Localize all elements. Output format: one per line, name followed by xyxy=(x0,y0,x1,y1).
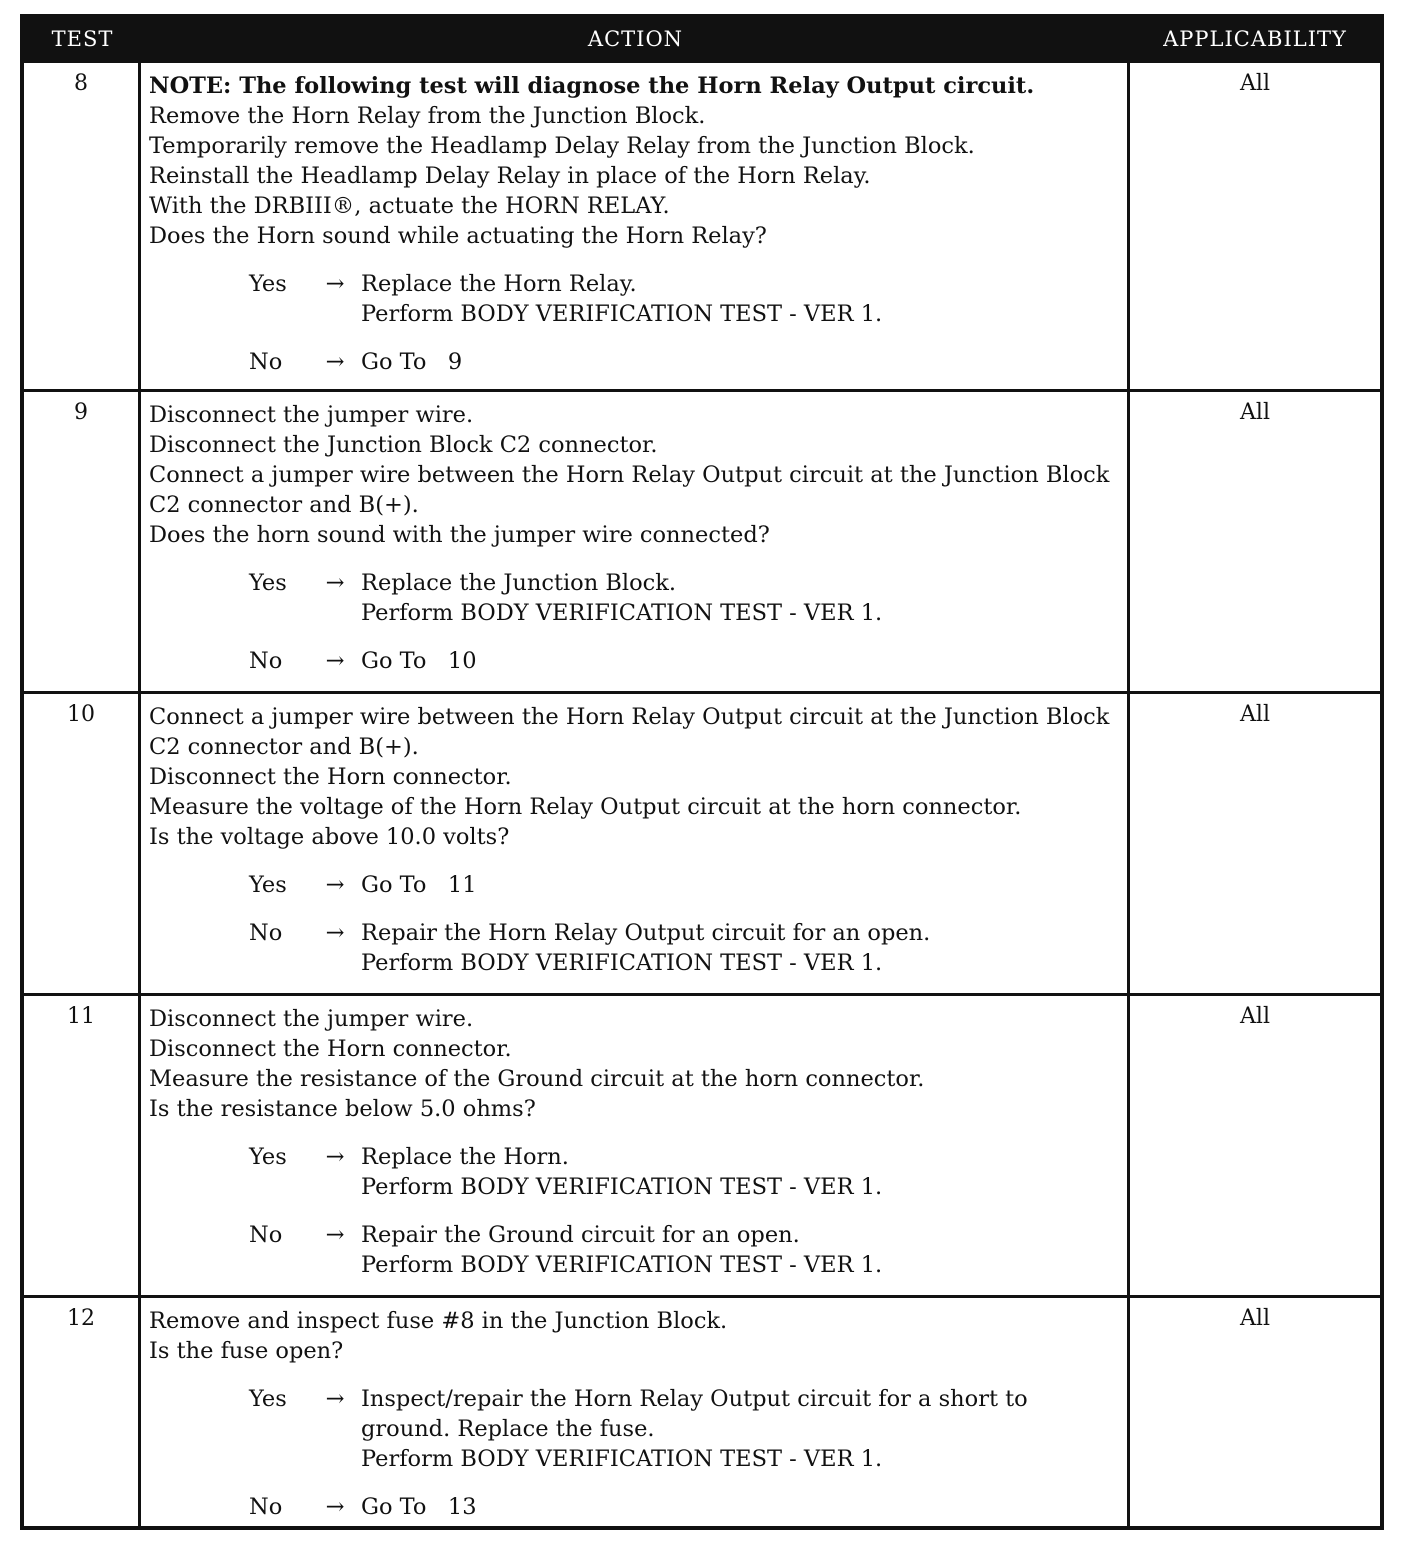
action-line: Disconnect the Horn connector. xyxy=(149,764,512,790)
arrow-icon: → xyxy=(325,1222,345,1248)
arrow-icon: → xyxy=(325,872,345,898)
arrow-icon: → xyxy=(325,920,345,946)
arrow-icon: → xyxy=(325,648,345,674)
action-cell xyxy=(141,1298,1130,1526)
note-text: NOTE: The following test will diagnose the Horn Relay Output circuit. xyxy=(149,73,1035,99)
action-cell xyxy=(141,694,1130,993)
no-result: Go To 13 xyxy=(361,1494,477,1520)
applicability-cell: All xyxy=(1240,400,1270,425)
yes-result-2: Perform BODY VERIFICATION TEST - VER 1. xyxy=(361,1174,883,1200)
table-row xyxy=(24,60,1380,389)
test-number: 10 xyxy=(24,694,141,993)
no-result: Repair the Horn Relay Output circuit for an open. xyxy=(361,920,931,946)
yes-result: Inspect/repair the Horn Relay Output circuit for a short to xyxy=(361,1386,1028,1412)
action-line: Reinstall the Headlamp Delay Relay in place of the Horn Relay. xyxy=(149,163,871,189)
applicability-cell: All xyxy=(1240,1306,1270,1331)
applicability-cell: All xyxy=(1240,1004,1270,1029)
yes-result: Go To 11 xyxy=(361,872,477,898)
yes-label: Yes xyxy=(249,872,287,898)
action-line: Measure the voltage of the Horn Relay Output circuit at the horn connector. xyxy=(149,794,1022,820)
arrow-icon: → xyxy=(325,1386,345,1412)
action-line: With the DRBIII®, actuate the HORN RELAY. xyxy=(149,193,670,219)
action-cell xyxy=(141,996,1130,1295)
action-line: Connect a jumper wire between the Horn Relay Output circuit at the Junction Block xyxy=(149,462,1110,488)
no-branch xyxy=(149,1492,1119,1522)
action-line: Is the voltage above 10.0 volts? xyxy=(149,824,510,850)
yes-result: Replace the Junction Block. xyxy=(361,570,677,596)
action-cell xyxy=(141,392,1130,691)
arrow-icon: → xyxy=(325,570,345,596)
no-label: No xyxy=(249,920,283,946)
action-line: Temporarily remove the Headlamp Delay Relay from the Junction Block. xyxy=(149,133,975,159)
no-result: Go To 9 xyxy=(361,349,463,375)
action-cell xyxy=(141,63,1130,389)
yes-result-cont: ground. Replace the fuse. xyxy=(361,1416,655,1442)
test-number: 9 xyxy=(24,392,141,691)
table-row xyxy=(24,691,1380,993)
no-label: No xyxy=(249,349,283,375)
yes-result-2: Perform BODY VERIFICATION TEST - VER 1. xyxy=(361,600,883,626)
yes-label: Yes xyxy=(249,570,287,596)
action-line: Is the resistance below 5.0 ohms? xyxy=(149,1096,536,1122)
test-number: 12 xyxy=(24,1298,141,1526)
table-header xyxy=(24,18,1380,60)
action-line: Does the horn sound with the jumper wire connected? xyxy=(149,522,770,548)
action-line: Disconnect the Horn connector. xyxy=(149,1036,512,1062)
action-line: Disconnect the Junction Block C2 connector. xyxy=(149,432,658,458)
test-number: 8 xyxy=(24,63,141,389)
yes-result-2: Perform BODY VERIFICATION TEST - VER 1. xyxy=(361,1446,883,1472)
yes-label: Yes xyxy=(249,1386,287,1412)
action-line: Does the Horn sound while actuating the Horn Relay? xyxy=(149,223,767,249)
diagnostic-table xyxy=(20,14,1384,1530)
applicability-cell: All xyxy=(1240,702,1270,727)
yes-branch xyxy=(149,1384,1119,1474)
no-branch xyxy=(149,347,1119,377)
header-test: TEST xyxy=(51,27,114,51)
action-line: C2 connector and B(+). xyxy=(149,734,419,760)
arrow-icon: → xyxy=(325,1144,345,1170)
action-line: C2 connector and B(+). xyxy=(149,492,419,518)
arrow-icon: → xyxy=(325,271,345,297)
header-applicability: APPLICABILITY xyxy=(1163,27,1347,51)
no-result: Go To 10 xyxy=(361,648,477,674)
no-label: No xyxy=(249,1494,283,1520)
no-branch xyxy=(149,646,1119,676)
action-line: Is the fuse open? xyxy=(149,1338,344,1364)
table-row xyxy=(24,993,1380,1295)
action-line: Measure the resistance of the Ground circuit at the horn connector. xyxy=(149,1066,925,1092)
no-label: No xyxy=(249,648,283,674)
no-label: No xyxy=(249,1222,283,1248)
action-line: Disconnect the jumper wire. xyxy=(149,402,474,428)
yes-label: Yes xyxy=(249,1144,287,1170)
header-action: ACTION xyxy=(587,27,684,51)
yes-result: Replace the Horn. xyxy=(361,1144,569,1170)
test-number: 11 xyxy=(24,996,141,1295)
yes-result-2: Perform BODY VERIFICATION TEST - VER 1. xyxy=(361,301,883,327)
action-line: Disconnect the jumper wire. xyxy=(149,1006,474,1032)
table-row xyxy=(24,389,1380,691)
arrow-icon: → xyxy=(325,1494,345,1520)
yes-branch xyxy=(149,568,1119,628)
action-line: Remove the Horn Relay from the Junction Block. xyxy=(149,103,706,129)
yes-branch xyxy=(149,1142,1119,1202)
yes-branch xyxy=(149,269,1119,329)
yes-branch xyxy=(149,870,1119,900)
no-branch xyxy=(149,1220,1119,1280)
arrow-icon: → xyxy=(325,349,345,375)
yes-label: Yes xyxy=(249,271,287,297)
action-line: Remove and inspect fuse #8 in the Junction Block. xyxy=(149,1308,728,1334)
no-result-2: Perform BODY VERIFICATION TEST - VER 1. xyxy=(361,1252,883,1278)
action-line: Connect a jumper wire between the Horn Relay Output circuit at the Junction Block xyxy=(149,704,1110,730)
no-result-2: Perform BODY VERIFICATION TEST - VER 1. xyxy=(361,950,883,976)
yes-result: Replace the Horn Relay. xyxy=(361,271,637,297)
no-branch xyxy=(149,918,1119,978)
table-row xyxy=(24,1295,1380,1526)
applicability-cell: All xyxy=(1240,71,1270,96)
no-result: Repair the Ground circuit for an open. xyxy=(361,1222,800,1248)
